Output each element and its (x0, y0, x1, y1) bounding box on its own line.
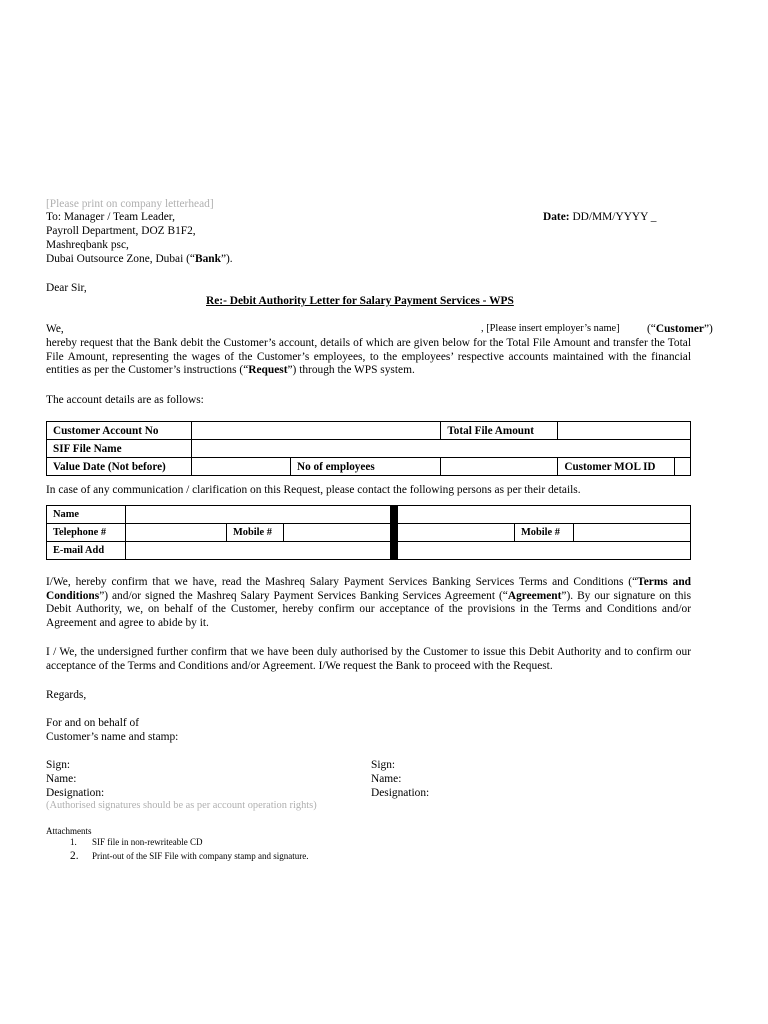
on-behalf-line-2: Customer’s name and stamp: (46, 731, 179, 743)
total-file-amount-field[interactable] (558, 422, 691, 440)
customer-account-no-label: Customer Account No (47, 422, 192, 440)
contact-name-field-2[interactable] (398, 506, 691, 524)
account-details-table (46, 421, 691, 476)
no-of-employees-field[interactable] (441, 458, 558, 476)
confirmation-paragraph-2: I / We, the undersigned further confirm that we have been duly authorised by the Customer to issue this Debit Authority and to confirm our acceptance of the Terms and Conditions and/or Agreement. I/We request the Bank to proceed with the Request. (46, 646, 691, 672)
subject-line: Re:- Debit Authority Letter for Salary Payment Services - WPS (206, 295, 514, 307)
contact-intro: In case of any communication / clarification on this Request, please contact the following persons as per their details. (46, 484, 581, 496)
contact-name-label: Name (47, 506, 126, 524)
sign-label-left: Sign: (46, 759, 71, 771)
contact-mobile-field-2[interactable] (574, 524, 691, 542)
regards: Regards, (46, 689, 87, 701)
on-behalf-line-1: For and on behalf of (46, 717, 139, 729)
contact-table (46, 505, 691, 560)
salutation: Dear Sir, (46, 282, 87, 294)
contact-mobile-label-2: Mobile # (515, 524, 574, 542)
name-label-right: Name: (371, 773, 402, 785)
confirmation-paragraph-1: I/We, hereby confirm that we have, read the Mashreq Salary Payment Services Banking Services Terms and Conditions (“Terms and Conditions”) and/or signed the Mashreq Salary Payment Services Banking Services Agreement (“Agreement”). By our signature on this Debit Authority, we, on behalf of the Customer, hereby confirm our acceptance of the provisions in the Terms and Conditions and/or Agreement and agree to abide by it. (46, 576, 692, 630)
contact-email-field-1[interactable] (126, 542, 391, 560)
contact-mobile-field-1[interactable] (284, 524, 391, 542)
letterhead-note: [Please print on company letterhead] (46, 198, 214, 210)
value-date-field[interactable] (192, 458, 291, 476)
customer-mol-id-label: Customer MOL ID (558, 458, 675, 476)
contact-name-field-1[interactable] (126, 506, 391, 524)
customer-definition: (“Customer”) (647, 323, 713, 335)
designation-label-left: Designation: (46, 787, 105, 799)
address-line-4: Dubai Outsource Zone, Dubai (“Bank”). (46, 253, 233, 265)
no-of-employees-label: No of employees (291, 458, 441, 476)
contact-mobile-label-1: Mobile # (227, 524, 284, 542)
date-field: Date: DD/MM/YYYY _ (543, 211, 657, 223)
attachments-heading: Attachments (46, 826, 92, 836)
sif-file-name-field[interactable] (192, 440, 691, 458)
employer-name-note: , [Please insert employer’s name] (481, 323, 620, 334)
address-line-1: To: Manager / Team Leader, (46, 211, 175, 223)
designation-label-right: Designation: (371, 787, 430, 799)
contact-telephone-label: Telephone # (47, 524, 126, 542)
address-line-3: Mashreqbank psc, (46, 239, 129, 251)
intro-we: We, (46, 323, 64, 335)
name-label-left: Name: (46, 773, 77, 785)
account-intro: The account details are as follows: (46, 394, 204, 406)
intro-paragraph: hereby request that the Bank debit the Customer’s account, details of which are given below for the Total File Amount and transfer the Total File Amount, representing the wages of the Customer’s employees, to the employees’ respective accounts maintained with the financial entities as per the Customer’s instructions (“Request”) through the WPS system. (46, 337, 691, 377)
contact-email-label: E-mail Add (47, 542, 126, 560)
customer-account-no-field[interactable] (192, 422, 441, 440)
sign-label-right: Sign: (371, 759, 396, 771)
signature-note: (Authorised signatures should be as per account operation rights) (46, 800, 317, 811)
customer-mol-id-field[interactable] (675, 458, 691, 476)
contact-telephone-field-1[interactable] (126, 524, 227, 542)
address-line-2: Payroll Department, DOZ B1F2, (46, 225, 196, 237)
contact-email-field-2[interactable] (398, 542, 691, 560)
contact-telephone-field-2[interactable] (398, 524, 515, 542)
attachment-item: 2. Print-out of the SIF File with company stamp and signature. (70, 850, 309, 862)
sif-file-name-label: SIF File Name (47, 440, 192, 458)
total-file-amount-label: Total File Amount (441, 422, 558, 440)
value-date-label: Value Date (Not before) (47, 458, 192, 476)
attachment-item: 1. SIF file in non-rewriteable CD (70, 837, 203, 847)
contact-separator (391, 506, 398, 560)
